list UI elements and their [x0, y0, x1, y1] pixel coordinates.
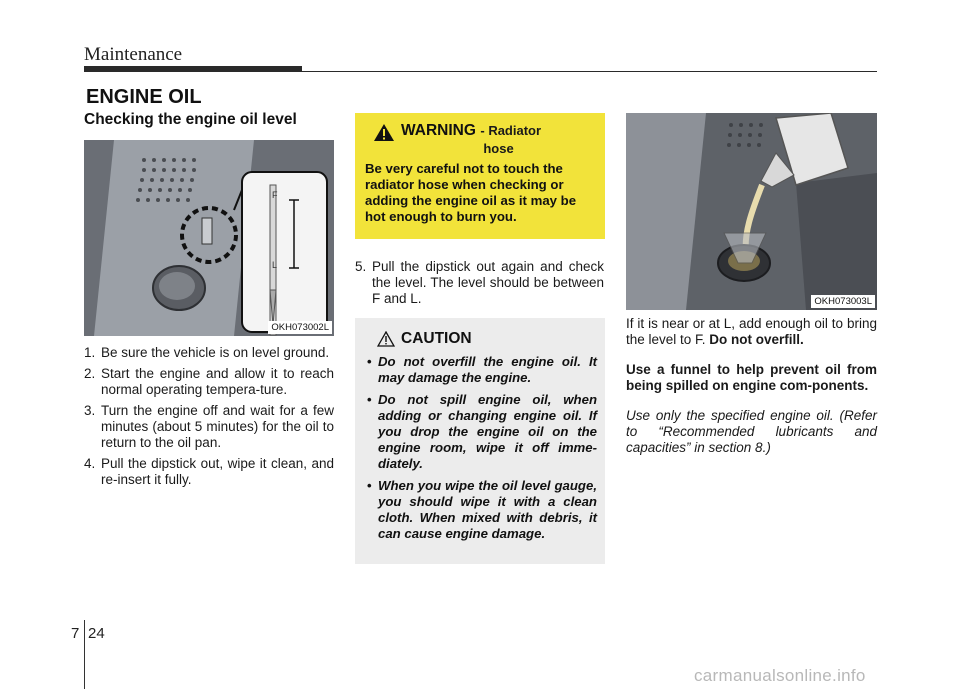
- caution-item: • Do not overfill the engine oil. It may damage the engine.: [367, 354, 597, 385]
- add-oil-paragraph: If it is near or at L, add enough oil to bring the level to F. Do not overfill.: [626, 316, 877, 347]
- step-item: 5. Pull the dipstick out again and check the level. The level should be between F and L.: [355, 259, 604, 306]
- page-number: 24: [88, 625, 105, 642]
- subsection-title: Checking the engine oil level: [84, 111, 297, 128]
- running-header: Maintenance: [84, 44, 183, 65]
- caution-box: [355, 318, 605, 564]
- figure-code-label: OKH073002L: [268, 321, 332, 334]
- dipstick-illustration: [84, 140, 334, 336]
- footer-divider: [84, 620, 85, 689]
- step-item: 3. Turn the engine off and wait for a few minutes (about 5 minutes) for the oil to return to the oil pan.: [84, 403, 334, 450]
- specified-oil-paragraph: Use only the specified engine oil. (Refer to “Recommended lubricants and capacities” in section 8.): [626, 408, 877, 455]
- caution-triangle-icon: [377, 331, 395, 347]
- section-title: ENGINE OIL: [86, 86, 202, 108]
- oil-pour-drawing: [626, 113, 877, 310]
- warning-subject-cont: hose: [483, 141, 514, 156]
- caution-title: CAUTION: [401, 330, 472, 347]
- steps-list-mid: [355, 259, 604, 312]
- warning-triangle-icon: [373, 123, 395, 142]
- oil-fill-illustration: [626, 113, 877, 310]
- warning-title: WARNING: [401, 122, 476, 139]
- svg-text:F: F: [272, 190, 278, 200]
- svg-text:L: L: [272, 260, 278, 270]
- step-item: 2. Start the engine and allow it to reach normal operating tempera-ture.: [84, 366, 334, 397]
- caution-item: • Do not spill engine oil, when adding or changing engine oil. If you drop the engine oil on the engine room, wipe it off imme-diately.: [367, 392, 597, 471]
- step-item: 4. Pull the dipstick out, wipe it clean, and re-insert it fully.: [84, 456, 334, 487]
- header-rule-thin: [84, 71, 877, 72]
- step-item: 1. Be sure the vehicle is on level ground.: [84, 345, 330, 360]
- right-column-text: [626, 316, 877, 470]
- chapter-number: 7: [71, 625, 80, 642]
- steps-list-left: [84, 345, 334, 493]
- warning-box: [355, 113, 605, 239]
- caution-item: • When you wipe the oil level gauge, you should wipe it with a clean cloth. When mixed with debris, it can cause engine damage.: [367, 478, 597, 541]
- warning-subject: - Radiator: [480, 123, 542, 138]
- warning-text: Be very careful not to touch the radiator hose when checking or adding the engine oil as it may be hot enough to burn you.: [365, 161, 577, 224]
- figure-code-label: OKH073003L: [811, 295, 875, 308]
- funnel-paragraph: Use a funnel to help prevent oil from being spilled on engine com-ponents.: [626, 362, 877, 393]
- site-watermark: carmanualsonline.info: [694, 666, 866, 685]
- engine-cover-drawing: [84, 140, 334, 336]
